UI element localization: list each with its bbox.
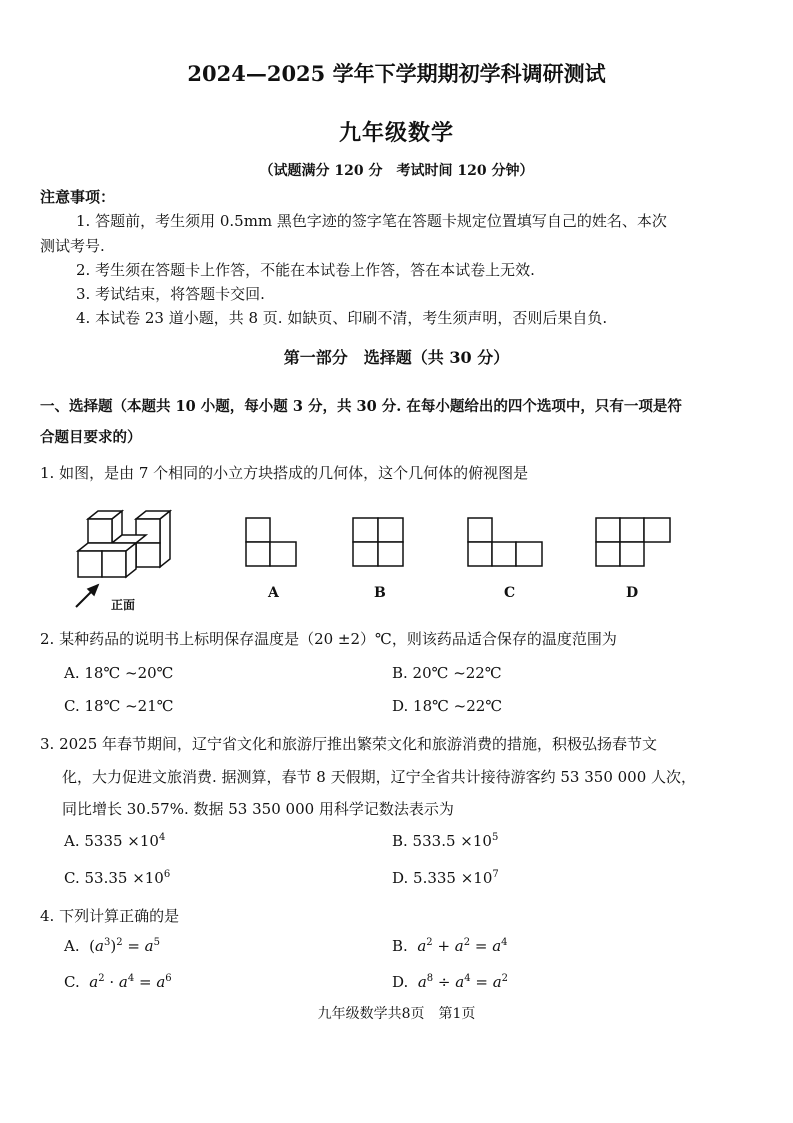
q4-option-a[interactable]: A. $(a^3)^2 = a^5$ xyxy=(64,937,160,955)
q3-option-a-exp: 4 xyxy=(158,832,166,843)
q3-option-d-exp: 7 xyxy=(492,869,499,880)
question-3-line-3: 同比增长 30.57%. 数据 53 350 000 用科学记数法表示为 xyxy=(62,800,454,818)
page-footer: 九年级数学共8页 第1页 xyxy=(317,1006,476,1022)
q4-option-c[interactable]: C. $a^2 \cdot a^4 = a^6$ xyxy=(64,973,172,991)
front-label: 正面 xyxy=(111,598,136,612)
section-heading: 一、选择题（本题共 10 小题，每小题 3 分，共 30 分. 在每小题给出的四个选项中，只有一项是符 xyxy=(40,398,682,415)
exam-title: 2024—2025 学年下学期期初学科调研测试 xyxy=(187,61,606,86)
q4-option-a-letter: A. xyxy=(64,937,80,955)
section-heading-cont: 合题目要求的） xyxy=(40,429,142,446)
question-3-line-2: 化，大力促进文旅消费. 据测算，春节 8 天假期，辽宁全省共计接待游客约 53 350 000 人次， xyxy=(62,768,697,786)
note-item-3: 3. 考试结束，将答题卡交回. xyxy=(76,285,265,303)
exam-info: （试题满分 120 分 考试时间 120 分钟） xyxy=(259,163,534,179)
q4-option-b-letter: B. xyxy=(392,937,408,955)
option-b-label: B xyxy=(374,585,386,601)
q3-option-c[interactable] xyxy=(64,869,170,887)
q4-option-d[interactable]: D. $a^8 \div a^4 = a^2$ xyxy=(392,973,509,991)
q3-option-d-base: D. 5.335 ×10 xyxy=(392,869,493,887)
question-1-stem: 1. 如图，是由 7 个相同的小立方块搭成的几何体，这个几何体的俯视图是 xyxy=(40,464,529,482)
q3-option-d[interactable] xyxy=(392,869,499,887)
q2-option-b[interactable]: B. 20℃ ~22℃ xyxy=(392,664,502,682)
option-d-label: D xyxy=(626,585,639,601)
q3-option-b-exp: 5 xyxy=(491,832,499,843)
question-2-stem: 2. 某种药品的说明书上标明保存温度是（20 ±2）℃，则该药品适合保存的温度范围为 xyxy=(40,630,617,648)
option-a-label: A xyxy=(268,585,279,601)
option-c-view[interactable] xyxy=(468,518,546,568)
question-4-stem: 4. 下列计算正确的是 xyxy=(40,907,180,925)
q4-option-c-letter: C. xyxy=(64,973,80,991)
q2-option-a[interactable]: A. 18℃ ~20℃ xyxy=(64,664,174,682)
q2-option-d[interactable]: D. 18℃ ~22℃ xyxy=(392,697,503,715)
q3-option-a-base: A. 5335 ×10 xyxy=(64,832,159,850)
question-3-line-1: 3. 2025 年春节期间，辽宁省文化和旅游厅推出繁荣文化和旅游消费的措施，积极弘扬春节文 xyxy=(40,735,658,753)
q3-option-b[interactable] xyxy=(392,832,498,850)
option-b-view[interactable] xyxy=(353,518,405,568)
q3-option-a[interactable] xyxy=(64,832,165,850)
q3-option-c-exp: 6 xyxy=(163,869,171,880)
q4-option-d-letter: D. xyxy=(392,973,409,991)
subject-title: 九年级数学 xyxy=(338,120,454,146)
option-a-view[interactable] xyxy=(246,518,298,568)
notes-heading: 注意事项： xyxy=(40,188,116,206)
note-item-1-cont: 测试考号. xyxy=(40,237,105,255)
solid-figure xyxy=(68,505,188,610)
q4-option-b[interactable]: B. $a^2 + a^2 = a^4$ xyxy=(392,937,508,955)
q2-option-c[interactable]: C. 18℃ ~21℃ xyxy=(64,697,174,715)
note-item-2: 2. 考生须在答题卡上作答，不能在本试卷上作答，答在本试卷上无效. xyxy=(76,261,535,279)
q3-option-b-base: B. 533.5 ×10 xyxy=(392,832,492,850)
part1-heading: 第一部分 选择题（共 30 分） xyxy=(283,348,510,367)
q3-option-c-base: C. 53.35 ×10 xyxy=(64,869,164,887)
option-d-view[interactable] xyxy=(596,518,672,568)
note-item-4: 4. 本试卷 23 道小题，共 8 页. 如缺页、印刷不清，考生须声明，否则后果自负. xyxy=(76,309,608,327)
option-c-label: C xyxy=(504,585,516,601)
note-item-1: 1. 答题前，考生须用 0.5mm 黑色字迹的签字笔在答题卡规定位置填写自己的姓名、本次 xyxy=(76,212,667,230)
